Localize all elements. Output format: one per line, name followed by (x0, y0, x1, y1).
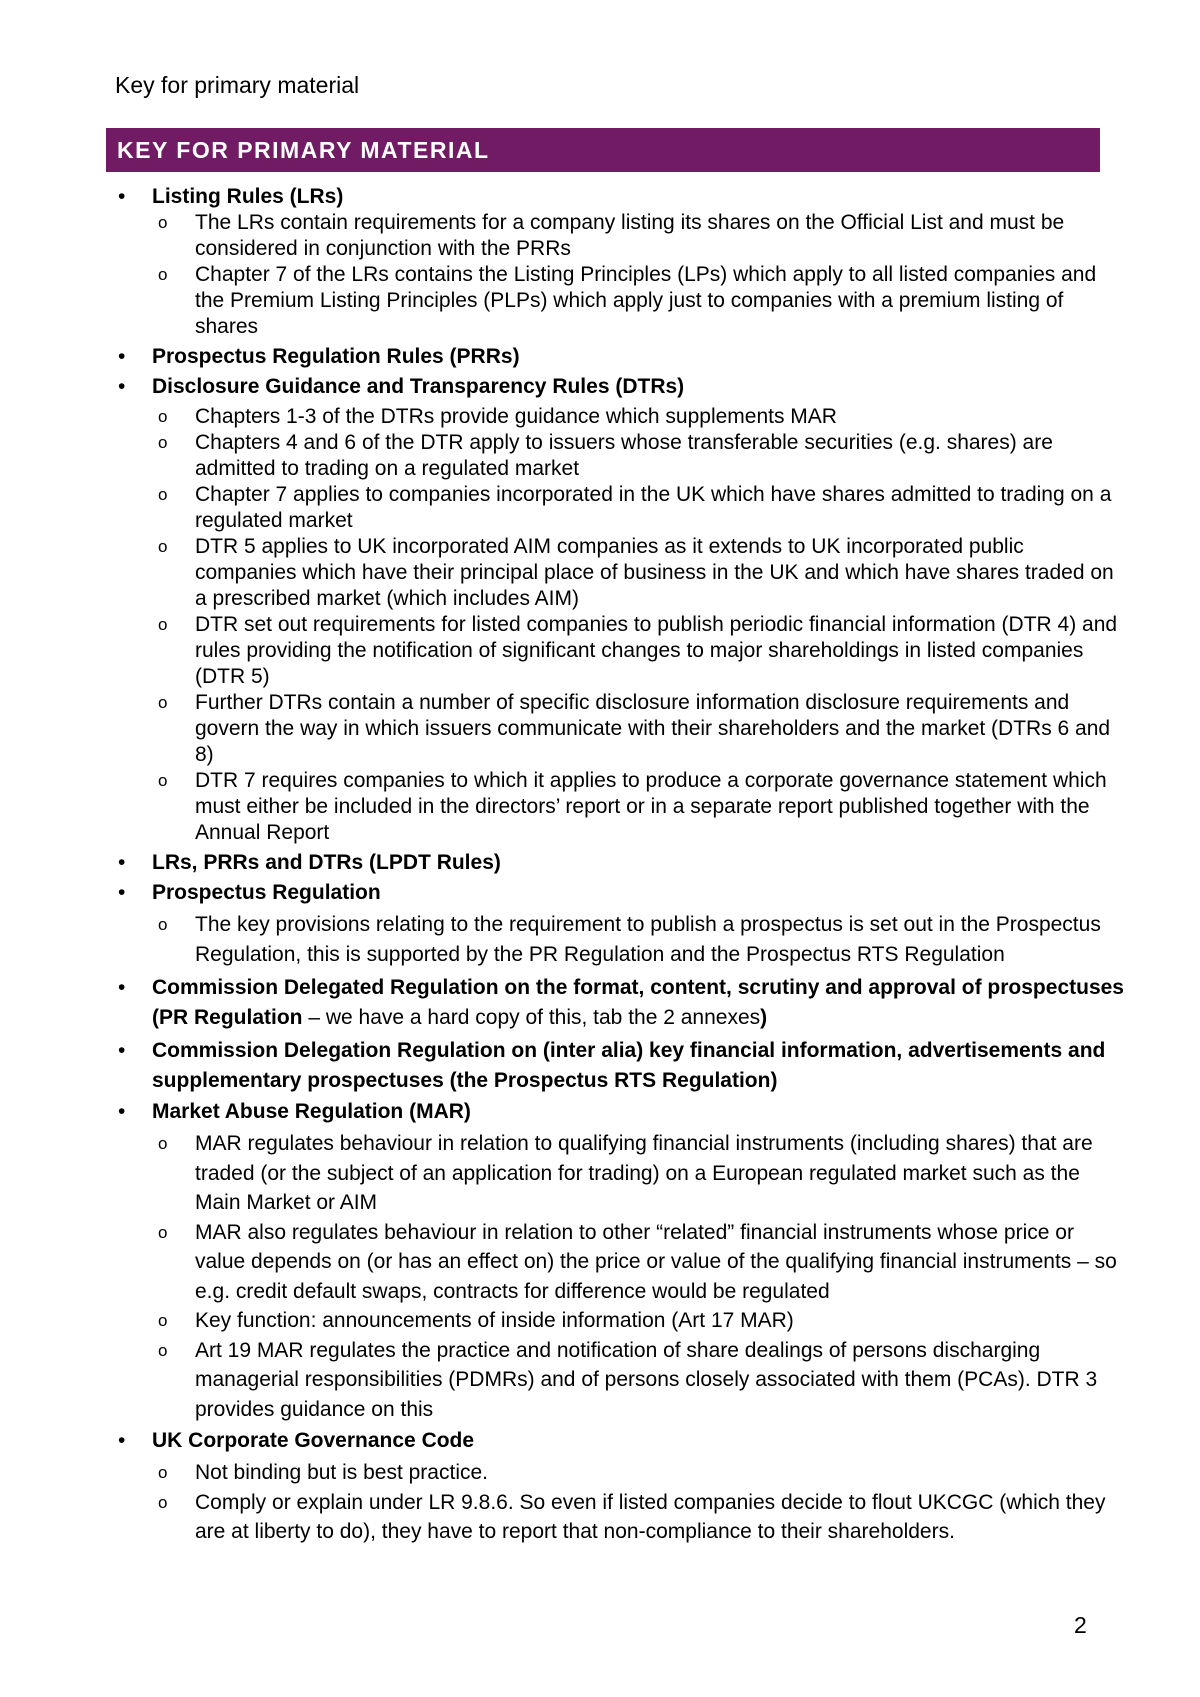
sub-item-text: DTR 5 applies to UK incorporated AIM companies as it extends to UK incorporated public companies which have their principal place of business in the UK and which have shares traded on a prescribed market (which includes AIM) (195, 535, 1114, 610)
item-title: Market Abuse Regulation (MAR) (152, 1100, 471, 1123)
sub-list (118, 1129, 1128, 1424)
sub-bullet-icon: o (158, 433, 168, 452)
sub-item (158, 612, 1128, 690)
sub-bullet-icon: o (158, 1222, 168, 1242)
list-item (118, 1428, 1128, 1454)
sub-item (158, 262, 1128, 340)
sub-bullet-icon: o (158, 1340, 168, 1360)
sub-item (158, 482, 1128, 534)
sub-item (158, 1306, 1128, 1336)
sub-item-text: The key provisions relating to the requirement to publish a prospectus is set out in the Prospectus Regulation, this is supported by the PR Regulation and the Prospectus RTS Regulation (195, 913, 1101, 966)
sub-item-text: MAR regulates behaviour in relation to qualifying financial instruments (including shares) that are traded (or the subject of an application for trading) on a European regulated market such as the Main Market or AIM (195, 1132, 1093, 1214)
list-item (118, 184, 1128, 210)
list-item (118, 973, 1128, 1032)
list-item (118, 1036, 1128, 1095)
sub-bullet-icon: o (158, 1463, 168, 1482)
sub-item-text: Art 19 MAR regulates the practice and notification of share dealings of persons discharging managerial responsibilities (PDMRs) and of persons closely associated with them (PCAs). DTR 3 provides guidance on this (195, 1338, 1098, 1421)
bullet-icon: • (118, 1100, 126, 1123)
sub-item (158, 534, 1128, 612)
bullet-icon: • (118, 881, 126, 904)
sub-item (158, 690, 1128, 768)
item-title-end: ) (760, 1005, 768, 1029)
item-title: Commission Delegation Regulation on (inter alia) key financial information, advertisements and supplementary prospectuses (the Prospectus RTS Regulation) (152, 1039, 1106, 1092)
sub-list (118, 210, 1128, 340)
sub-bullet-icon: o (158, 615, 168, 634)
bullet-icon: • (118, 375, 126, 398)
sub-item (158, 210, 1128, 262)
section-title: KEY FOR PRIMARY MATERIAL (117, 136, 490, 163)
sub-bullet-icon: o (158, 1134, 168, 1153)
sub-item-text: The LRs contain requirements for a company listing its shares on the Official List and must be considered in conjunction with the PRRs (195, 211, 1065, 260)
sub-bullet-icon: o (158, 1492, 168, 1512)
sub-item-text: Chapter 7 of the LRs contains the Listing Principles (LPs) which apply to all listed companies and the Premium Listing Principles (PLPs) which apply just to companies with a premium listing of shares (195, 263, 1097, 338)
bullet-icon: • (118, 185, 126, 208)
list-item (118, 1099, 1128, 1125)
sub-bullet-icon: o (158, 693, 168, 712)
sub-item (158, 1336, 1128, 1425)
item-title: Disclosure Guidance and Transparency Rules (DTRs) (152, 375, 685, 398)
sub-item-text: MAR also regulates behaviour in relation to other “related” financial instruments whose price or value depends on (or has an effect on) the price or value of the qualifying financial instruments – so e.g. credit default swaps, contracts for difference would be regulated (195, 1220, 1117, 1303)
sub-item-text: Key function: announcements of inside information (Art 17 MAR) (195, 1309, 794, 1332)
sub-item (158, 910, 1128, 969)
sub-bullet-icon: o (158, 915, 168, 934)
item-title: Prospectus Regulation (152, 881, 381, 904)
item-title: Listing Rules (LRs) (152, 185, 344, 208)
item-title-bold: Commission Delegated Regulation on the format, content, scrutiny and approval of prospectuses (PR Regulation (152, 976, 1124, 1029)
bullet-icon: • (118, 345, 126, 368)
sub-item (158, 404, 1128, 430)
sub-bullet-icon: o (158, 213, 168, 232)
bullet-icon: • (118, 851, 126, 874)
list-item (118, 344, 1128, 370)
sub-item-text: DTR 7 requires companies to which it applies to produce a corporate governance statement which must either be included in the directors’ report or in a separate report published together with the Annual Report (195, 769, 1107, 844)
sub-item-text: Chapter 7 applies to companies incorporated in the UK which have shares admitted to trading on a regulated market (195, 483, 1112, 532)
sub-item (158, 430, 1128, 482)
bullet-icon: • (118, 976, 126, 999)
section-banner (106, 128, 1100, 172)
item-title: LRs, PRRs and DTRs (LPDT Rules) (152, 851, 501, 874)
sub-list (118, 910, 1128, 969)
sub-item-text: Chapters 1-3 of the DTRs provide guidance which supplements MAR (195, 405, 837, 428)
sub-item (158, 1458, 1128, 1488)
bullet-icon: • (118, 1039, 126, 1062)
sub-bullet-icon: o (158, 485, 168, 504)
primary-material-list (118, 184, 1128, 1547)
sub-item (158, 1129, 1128, 1218)
sub-bullet-icon: o (158, 265, 168, 284)
list-item (118, 850, 1128, 876)
item-title (152, 973, 1128, 1032)
page-header: Key for primary material (115, 72, 360, 98)
sub-item-text: Further DTRs contain a number of specific disclosure information disclosure requirements and govern the way in which issuers communicate with their shareholders and the market (DTRs 6 and 8) (195, 691, 1111, 766)
bullet-icon: • (118, 1429, 126, 1452)
sub-bullet-icon: o (158, 771, 168, 790)
sub-item-text: Not binding but is best practice. (195, 1461, 488, 1484)
page-number: 2 (1074, 1612, 1087, 1638)
sub-item (158, 768, 1128, 846)
list-item (118, 880, 1128, 906)
item-title: Prospectus Regulation Rules (PRRs) (152, 345, 520, 368)
sub-item-text: Comply or explain under LR 9.8.6. So even if listed companies decide to flout UKCGC (which they are at liberty to do), they have to report that non-compliance to their shareholders. (195, 1490, 1106, 1543)
sub-list (118, 1458, 1128, 1547)
sub-bullet-icon: o (158, 1311, 168, 1330)
sub-item (158, 1218, 1128, 1307)
sub-item-text: Chapters 4 and 6 of the DTR apply to issuers whose transferable securities (e.g. shares) are admitted to trading on a regulated market (195, 431, 1053, 480)
sub-bullet-icon: o (158, 407, 168, 426)
list-item (118, 374, 1128, 400)
item-title: UK Corporate Governance Code (152, 1429, 475, 1452)
item-title-note: – we have a hard copy of this, tab the 2 annexes (302, 1005, 761, 1029)
sub-bullet-icon: o (158, 537, 168, 556)
sub-item (158, 1488, 1128, 1547)
sub-item-text: DTR set out requirements for listed companies to publish periodic financial information (DTR 4) and rules providing the notification of significant changes to major shareholdings in listed companies (DTR 5) (195, 613, 1118, 688)
sub-list (118, 404, 1128, 846)
